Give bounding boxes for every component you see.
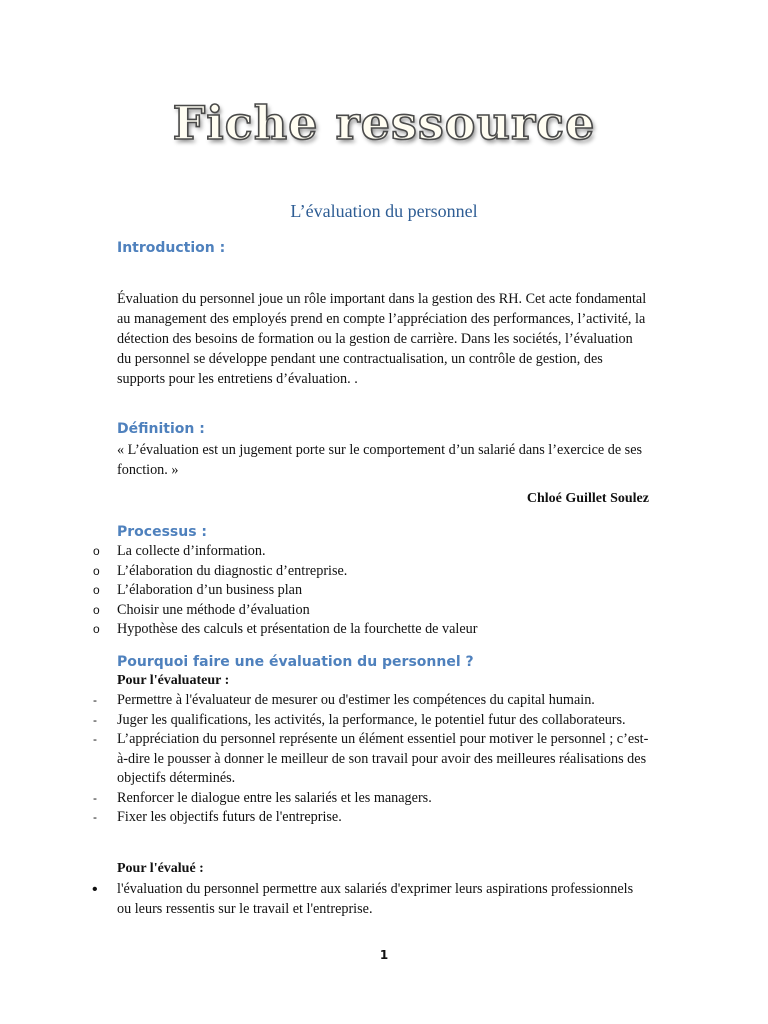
evalue-label: Pour l'évalué : [117, 861, 204, 876]
list-item: - Fixer les objectifs futurs de l'entreprise. [0, 808, 649, 828]
definition-heading: Définition : [117, 421, 205, 437]
list-item: o L’élaboration du diagnostic d’entreprise. [0, 562, 649, 582]
list-item: o La collecte d’information. [0, 542, 649, 562]
circle-bullet-icon: o [93, 544, 100, 558]
evaluateur-label: Pour l'évaluateur : [117, 673, 230, 688]
dash-bullet-icon: - [93, 810, 97, 824]
circle-bullet-icon: o [93, 563, 100, 578]
list-item: o Choisir une méthode d’évaluation [0, 601, 649, 621]
list-item: • l'évaluation du personnel permettre aux salariés d'exprimer leurs aspirations professionnels ou leurs ressentis sur le travail et l'entreprise. [92, 881, 634, 917]
processus-heading: Processus : [117, 524, 208, 540]
list-item: - Juger les qualifications, les activités, la performance, le potentiel futur des collaborateurs. [0, 711, 649, 731]
page-number: 1 [379, 948, 389, 962]
quote-author: Chloé Guillet Soulez [526, 491, 649, 506]
processus-list [0, 542, 649, 640]
circle-bullet-icon: o [93, 602, 100, 617]
evalue-list [0, 880, 649, 919]
list-item: o Hypothèse des calculs et présentation de la fourchette de valeur [0, 620, 649, 640]
document-title: Fiche ressource [172, 96, 596, 150]
list-item: - L’appréciation du personnel représente un élément essentiel pour motiver le personnel ; c’est-à-dire le pousser à donner le meilleur de son travail pour avoir des meilleures réalisations des objectifs déterminés. [93, 731, 649, 786]
list-item: - Permettre à l'évaluateur de mesurer ou d'estimer les compétences du capital humain. [0, 691, 649, 711]
list-item: - Renforcer le dialogue entre les salariés et les managers. [0, 789, 649, 809]
introduction-text: Évaluation du personnel joue un rôle important dans la gestion des RH. Cet acte fondamental au management des employés prend en compte l’appréciation des performances, l’activité, la détection des besoins de formation ou la gestion de carrière. Dans les sociétés, l’évaluation du personnel se développe pendant une contractualisation, un contrôle de gestion, des supports pour les entretiens d’évaluation. . [117, 291, 647, 387]
circle-bullet-icon: o [93, 583, 100, 597]
dash-bullet-icon: - [93, 790, 97, 805]
pourquoi-heading: Pourquoi faire une évaluation du personnel ? [117, 654, 474, 670]
dash-bullet-icon: - [93, 732, 97, 746]
list-item: o L’élaboration d’un business plan [0, 581, 649, 601]
circle-bullet-icon: o [93, 622, 100, 636]
dash-bullet-icon: - [93, 693, 97, 707]
bullet-icon: • [92, 881, 98, 898]
evaluateur-list [0, 691, 649, 828]
definition-quote: « L’évaluation est un jugement porte sur le comportement d’un salarié dans l’exercice de ses fonction. » [117, 442, 643, 478]
document-subtitle: L’évaluation du personnel [290, 201, 478, 221]
introduction-heading: Introduction : [117, 240, 226, 256]
dash-bullet-icon: - [93, 712, 97, 727]
